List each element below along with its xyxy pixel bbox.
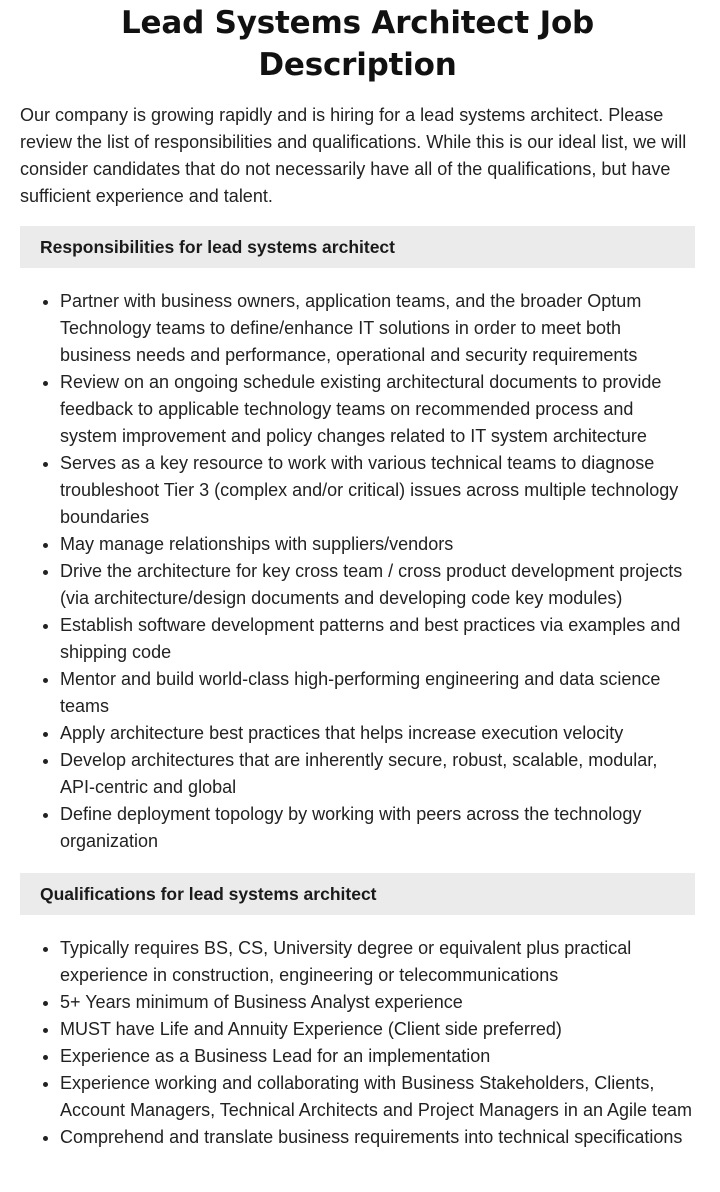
list-item: • Establish software development patterns and best practices via examples and shipping code: [60, 612, 695, 666]
list-item: • Experience working and collaborating with Business Stakeholders, Clients, Account Managers, Technical Architects and Project Managers in an Agile team: [60, 1070, 695, 1124]
list-item: • Drive the architecture for key cross team / cross product development projects (via architecture/design documents and developing code key modules): [60, 558, 695, 612]
list-item: • May manage relationships with suppliers/vendors: [60, 531, 695, 558]
qualifications-heading: Qualifications for lead systems architect: [20, 873, 695, 915]
qualifications-list: [20, 935, 695, 1151]
list-item: • Apply architecture best practices that helps increase execution velocity: [60, 720, 695, 747]
intro-paragraph: Our company is growing rapidly and is hiring for a lead systems architect. Please review the list of responsibilities and qualifications. While this is our ideal list, we will consider candidates that do not necessarily have all of the qualifications, but have sufficient experience and talent.: [20, 105, 687, 206]
responsibilities-list: [20, 288, 695, 855]
list-item: • MUST have Life and Annuity Experience (Client side preferred): [60, 1016, 695, 1043]
list-item: • Define deployment topology by working with peers across the technology organization: [60, 801, 695, 855]
list-item: • Partner with business owners, application teams, and the broader Optum Technology teams to define/enhance IT solutions in order to meet both business needs and performance, operational and security requirements: [60, 288, 695, 369]
list-item: • Mentor and build world-class high-performing engineering and data science teams: [60, 666, 695, 720]
page-title: Lead Systems Architect Job Description: [120, 5, 595, 83]
list-item: • Experience as a Business Lead for an implementation: [60, 1043, 695, 1070]
list-item: • Develop architectures that are inherently secure, robust, scalable, modular, API-centric and global: [60, 747, 695, 801]
list-item: • Comprehend and translate business requirements into technical specifications: [60, 1124, 695, 1151]
list-item: • Typically requires BS, CS, University degree or equivalent plus practical experience in construction, engineering or telecommunications: [60, 935, 695, 989]
list-item: • 5+ Years minimum of Business Analyst experience: [60, 989, 695, 1016]
responsibilities-heading: Responsibilities for lead systems architect: [20, 226, 695, 268]
list-item: • Serves as a key resource to work with various technical teams to diagnose troubleshoot Tier 3 (complex and/or critical) issues across multiple technology boundaries: [60, 450, 695, 531]
list-item: • Review on an ongoing schedule existing architectural documents to provide feedback to applicable technology teams on recommended process and system improvement and policy changes related to IT system architecture: [60, 369, 695, 450]
